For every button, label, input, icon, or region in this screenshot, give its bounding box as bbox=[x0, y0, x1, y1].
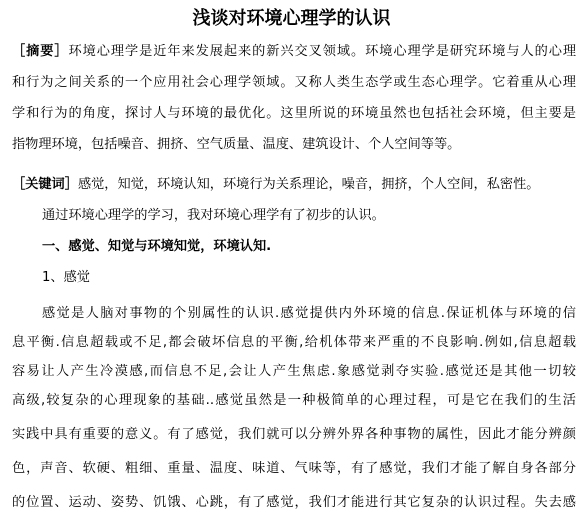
document-title: 浅谈对环境心理学的认识 bbox=[192, 8, 391, 29]
body-line-1: 感觉是人脑对事物的个别属性的认识.感觉提供内外环境的信息.保证机体与环境的信 bbox=[42, 306, 576, 321]
subsection-heading: 1、感觉 bbox=[42, 270, 90, 285]
keywords-text: 感觉，知觉，环境认知，环境行为关系理论，噪音，拥挤，个人空间，私密性。 bbox=[77, 177, 540, 192]
abstract-line-4: 指物理环境，包括噪音、拥挤、空气质量、温度、建筑设计、个人空间等等。 bbox=[12, 137, 461, 152]
body-line-7: 的位置、运动、姿势、饥饿、心跳，有了感觉，我们才能进行其它复杂的认识过程。失去感 bbox=[12, 495, 576, 510]
abstract-text-1: 环境心理学是近年来发展起来的新兴交叉领域。环境心理学是研究环境与人的心理 bbox=[68, 44, 576, 59]
body-line-4: 高级,较复杂的心理现象的基础..感觉虽然是一种极简单的心理过程，可是它在我们的生活 bbox=[12, 393, 576, 408]
keywords-label: ［关键词］ bbox=[12, 177, 78, 192]
body-line-5: 实践中具有重要的意义。有了感觉，我们就可以分辨外界各种事物的属性，因此才能分辨颜 bbox=[12, 427, 576, 442]
abstract-line-1 bbox=[12, 38, 576, 66]
keywords-line bbox=[12, 171, 576, 199]
abstract-label: ［摘要］ bbox=[12, 44, 69, 59]
body-line-3: 容易让人产生冷漠感,而信息不足,会让人产生焦虑.象感觉剥夺实验.感觉还是其他一切较 bbox=[12, 364, 576, 379]
body-line-2: 息平衡.信息超载或不足,都会破坏信息的平衡,给机体带来严重的不良影响.例如,信息超载 bbox=[12, 335, 576, 350]
abstract-line-3: 学和行为的角度，探讨人与环境的最优化。这里所说的环境虽然也包括社会环境，但主要是 bbox=[12, 106, 576, 121]
section-heading: 一、感觉、知觉与环境知觉，环境认知. bbox=[42, 239, 272, 254]
abstract-line-2: 和行为之间关系的一个应用社会心理学领域。又称人类生态学或生态心理学。它着重从心理 bbox=[12, 75, 576, 90]
body-line-6: 色，声音、软硬、粗细、重量、温度、味道、气味等，有了感觉，我们才能了解自身各部分 bbox=[12, 461, 576, 476]
intro-paragraph: 通过环境心理学的学习，我对环境心理学有了初步的认识。 bbox=[42, 208, 385, 223]
